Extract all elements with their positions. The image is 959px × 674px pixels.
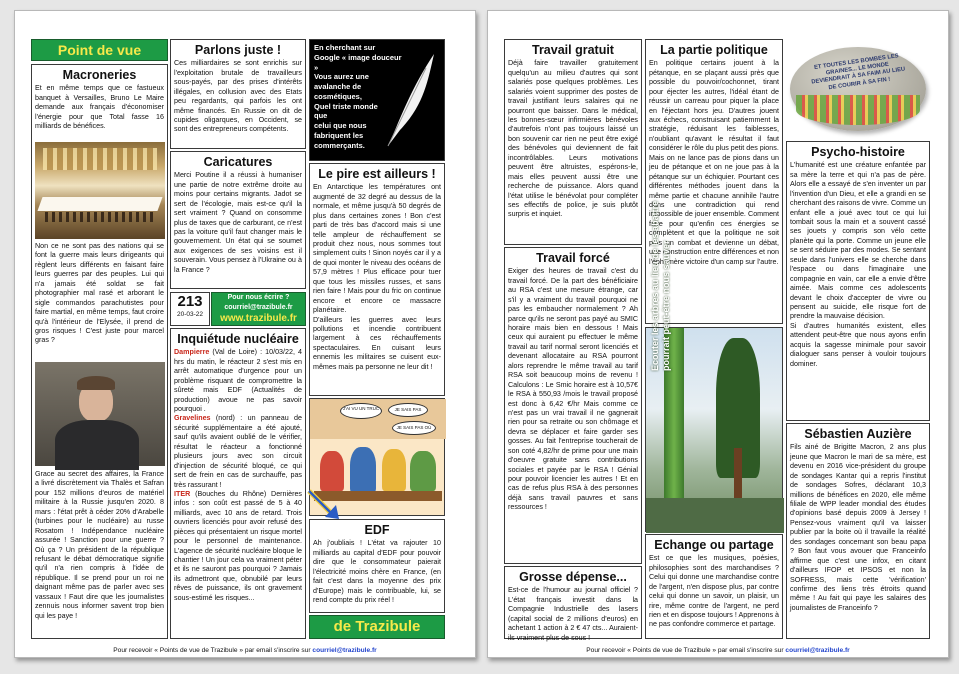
sebastien-auziere-title: Sébastien Auzière bbox=[804, 427, 912, 441]
travail-force-text: Exiger des heures de travail c'est du travail forcé. De la part des bénéficiaire au RSA c'est une mesure étrange, car s'il y a vraiment du travail pourquoi ne pas les embaucher normalement ? Ah parce qu'ils ne seront pas payé au SMIC horaire mais bien en dessous ! Mais ceux qui auraient pu effectuer le même travail au tarif normal seront licenciés et devenant allocataire au RSA pourront alors reprendre le même travail au tarif RSA soit beaucoup moins de revenu ! Calculons : Le Smic horaire est à 10,57€ le RSA à 550,93 /mois le travail proposé est donc à 6,42 €/hr Mais comme ce n'est pas un vrai travail il ne gagnerait rien pour sa retraite ou son chômage et devra se déplacer et faire garder ses gosses. Au fait l'entreprise toucherait de son coté 4,82/hr de prime pour une main d'oeuvre gratuite sans contributions sociales et payée par le RSA ! Génial pour pouvoir licencier les autres ! Et en cas de refus plus RSA à des personnes déjà sans travail pauvres et sans ressources ! bbox=[508, 267, 638, 512]
travail-gratuit-text: Déjà faire travailler gratuitement quelqu'un au milieu d'autres qui sont salariés pose quelques problèmes. Les salariés voient supprimer des postes de travail justifiant leurs salaires qui ne pourront que baisser. Dans le médical, les bonnes-sœur infirmières bénévoles d'autrefois n'ont pas toujours laissé un bon souvenir car rien ne peut être exigé des bénévoles qui deviennent de fait incontrôlables. Leurs motivations peuvent être altruistes, espérons-le, mais elles peuvent aussi être une recherche de puissance. Alors quand l'état utilise le bénévolat pour compléter ses effectifs de police, je suis plutôt surpris et inquiet. bbox=[508, 59, 638, 219]
nucleaire-title: Inquiétude nucléaire bbox=[177, 332, 299, 346]
psycho-histoire-box bbox=[786, 141, 930, 421]
macroneries-title: Macroneries bbox=[62, 68, 137, 82]
grosse-depense-box bbox=[504, 566, 642, 642]
right-footer: Pour recevoir « Points de vue de Trazibule » par email s'inscrire sur courriel@trazibule.fr bbox=[586, 647, 850, 654]
versailles-banquet-photo bbox=[35, 142, 165, 239]
psycho-histoire-title: Psycho-histoire bbox=[811, 145, 905, 159]
parlons-juste-title: Parlons juste ! bbox=[194, 43, 282, 57]
contact-question: Pour nous écrire ? bbox=[227, 294, 290, 301]
edf-title: EDF bbox=[364, 523, 390, 537]
pire-ailleurs-title: Le pire est ailleurs ! bbox=[318, 167, 436, 181]
website-link[interactable]: www.trazibule.fr bbox=[220, 313, 297, 324]
parlons-juste-text: Ces milliardaires se sont enrichis sur l'exploitation brutale de travailleurs sous-payés, par des prises d'intérêts illégales, en collusion avec des Etats peu regardants, qui parfois les ont même financés. En Russie on dit de cupides oligarques, en Occident, se sont des entrepreneurs compétents. bbox=[174, 59, 302, 134]
pire-ailleurs-text-1: En Antarctique les températures ont augmenté de 32 degré au dessus de la normale, et même jusqu'à 50 degrés de plus dans certaines zones ! Bon c'est parti de très bas d'accord mais si une telle ampleur de réchauffement se produit chez nous, nous sommes tout simplement cuits ! Sinon noyés car il y a de quoi monter le niveau des océans de 57,9 mètres ! Plus efficace pour tuer que tous les missiles russes, et sans rien faire ! Mais pour du fric on continue encore et encore ce massacre planétaire. bbox=[313, 183, 441, 315]
travail-gratuit-title: Travail gratuit bbox=[532, 43, 614, 57]
travail-force-title: Travail forcé bbox=[536, 251, 610, 265]
painted-stone-photo bbox=[786, 39, 930, 139]
macroneries-text-3: Grace au secret des affaires, la France a livré discrètement via Thalès et Safran pour 152 millions d'euros de matériel militaire à la Russie jusqu'en 2020. 8 mars : l'état prêt à céder 20% d'Arabelle (turbines pour le nucléaire) au russe Rosatom ! Indépendance nucléaire assurée ! Sanction pour une guerre ? Où ça ? Un président de la république refusant le débat démocratique signifie qu'il n'a rien compris à l'idée de république. Il se prend pour un roi ne daignant même pas de parler avec ses vassaux ! Faut dire que les journalistes zennuis nous informer savent trop bien qui les paye ! bbox=[35, 470, 164, 620]
partie-politique-text-1: En politique certains jouent à la pétanque, en se plaçant aussi près que possible du pouvoir/cochonnet, tirant pour éjecter les autres, l'idéal étant de réussir un carreau pour piquer la place en l'éjectant hors jeu. D'autres jouent aux échecs, construisant patiemment la stratégie, réduisant les faiblesses, n'oubliant qu'avant le résultat il faut considérer le rôle du plus petit des pions. bbox=[649, 59, 779, 153]
caricatures-box bbox=[170, 151, 306, 289]
caricatures-text: Merci Poutine il a réussi à humaniser une partie de notre extrême droite au moins pour certains migrants. Jadot se sert de l'écologie, mais est-ce qu'il la sert vraiment ? Quand on consomme plus de taxes que de carburant, ce n'est pas la voiture qu'il faut changer mais le gouvernement. Un état qui se soumet aux exigences de ses voisins est il souverain. Vous pensez à l'Ukraine ou à la France ? bbox=[174, 171, 302, 274]
grosse-depense-title: Grosse dépense... bbox=[519, 570, 627, 584]
google-line-2: Vous aurez une avalanche de cosmétiques, bbox=[314, 72, 369, 101]
tree-caption: Ecouter les arbres au lieu de les abattre pourrait peut-être nous sauver bbox=[650, 200, 671, 371]
grosse-depense-text: Est-ce de l'humour au journal officiel ? L'état français investit dans la Compagnie Industrielle des lasers (capital social de 2 millions d'euros) en achetant 1 action à 2 € 47 cts... Auraient-ils vraiment plus de sous ! bbox=[508, 586, 638, 642]
speech-bubble-3: JE SAIS PAS OÙ bbox=[392, 421, 436, 435]
google-line-1: En cherchant sur Google « image douceur » bbox=[314, 43, 402, 72]
speech-bubble-1: J'AI VU UN TRUC bbox=[340, 403, 382, 419]
pire-ailleurs-text-2: D'ailleurs les guerres avec leurs pollutions et incendie contribuent largement à ces réchauffements spectaculaires. En cuisant leurs ennemis les militaires se cuisent eux-mêmes mais pa personne ne leur dit ! bbox=[313, 315, 441, 371]
partie-politique-text-2: Mais on ne lance pas de pions dans un jeu de pétanque et on ne joue pas à la pétanque sur un échiquier. Pourtant ces différentes méthodes jouent dans la même partie et chacune annihile l'autre dans une contradiction qui rend impossible de jouer ensemble. Comment faire pour qu'enfin ces énergies se complètent et que la politique ne soit plus un combat et devienne un débat, une construction entre différences et non l'éphémère victoire d'un camp sur l'autre. bbox=[649, 153, 779, 266]
echange-partage-title: Echange ou partage bbox=[654, 538, 774, 552]
iter-label: ITER bbox=[174, 489, 191, 498]
left-footer: Pour recevoir « Points de vue de Trazibule » par email s'inscrire sur courriel@trazibule.fr bbox=[113, 647, 377, 654]
nucleaire-dampierre: Dampierre (Val de Loire) : 10/03/22, 4 hrs du matin, le réacteur 2 s'est mis en arrêt automatique d'urgence pour un problème risquant de compromettre la sûreté mais EDF (Actualités de production) avoue ne pas savoir pourquoi . bbox=[174, 348, 302, 413]
macron-hoodie-photo bbox=[35, 362, 165, 466]
google-douceur-box bbox=[309, 39, 445, 161]
echange-partage-text: Est ce que les musiques, poésies, philosophies sont des marchandises ? Celui qui donne une marchandise contre de l'argent, n'en dispose plus, par contre celui qui donne un savoir, un plaisir, un rire, même contre de l'argent, ne perd rien et en dispose toujours ! Apprenons à ne pas confondre commerce et partage. bbox=[649, 554, 779, 629]
pire-ailleurs-box bbox=[309, 163, 445, 396]
echange-partage-box bbox=[645, 534, 783, 639]
issue-date: 20-03-22 bbox=[176, 311, 204, 318]
parlons-juste-box bbox=[170, 39, 306, 149]
sebastien-auziere-text: Fils ainé de Brigitte Macron, 2 ans plus jeune que Macron le mari de sa mère, est devenu en 2016 vice-président du groupe de sondages Kantar qui a repris l'institut de sondages Sofres, déclarant 10,3 millions de bénéfices en 2020, elle même filiale de WPP leader mondial des études d'opinions basé depuis 2009 à Jersey ! Pensez-vous vraiment qu'il va laisser publier par la boite où il travaille la réalité des sondages concernant son beau papa ? Bon faut vous avouer que Franceinfo affirme que c'est une infox, en citant d'ailleurs IFOP et IPSOS et non la SOFRESS, mais cette 'vérification' confirme des liens très étroits quand même ! Au fait qui paye les salaires des journalistes de Franceinfo ? bbox=[790, 443, 926, 612]
psycho-histoire-text-1: L'humanité est une créature enfantée par sa mère la terre et qui n'a pas de père. Alors elle a essayé de s'en inventer un par l'invention d'un Dieu, et elle a grandi en se cherchant des raisons de vivre. Comme un enfant elle a joué avec tout ce qui lui tombait sous la main et a souvent cassé ses jouets y compris son vélo cette planète qui la porte. Comme un jeune elle se sent séduire par des modes. Se sentant seule dans l'univers elle se cherche dans l'espace ou dans l'imaginaire une compagnie en vain, car elle a envie d'être aimée. Mais comme ces adolescents devant le choix d'accepter de vivre ou pensent au suicide, elle risque fort de prendre la mauvaise décision. bbox=[790, 161, 926, 321]
psycho-histoire-text-2: Si d'autres humanités existent, elles attendent peut-être que nous ayons enfin acquis la sagesse minimale pour savoir dialoguer sans penser à vouloir toujours dominer. bbox=[790, 321, 926, 368]
right-footer-email[interactable]: courriel@trazibule.fr bbox=[785, 647, 850, 654]
trazibule-banner: de Trazibule bbox=[309, 615, 445, 639]
gravelines-label: Gravelines bbox=[174, 414, 211, 423]
issue-number-box bbox=[170, 292, 210, 326]
google-line-3: Quel triste monde bbox=[314, 101, 378, 111]
stone-text: ET TOUTES LES BOMBES LES GRAINES... LE MONDE DEVIENDRAIT À SA FAIM AU LIEU DE COURIR À SA FIN ! bbox=[811, 53, 906, 91]
nucleaire-box bbox=[170, 328, 306, 639]
edf-text: Ah j'oubliais ! L'état va rajouter 10 milliards au capital d'EDF pour pouvoir dire que le consommateur paierait l'électricité moins chère en France, (en fait c'est dans la moyenne des prix d'Europe) mais le contribuable, lui, se rend compte du prix réel ! bbox=[313, 539, 441, 604]
google-line-5: celui que nous fabriquent les commerçants. bbox=[314, 121, 367, 150]
nucleaire-iter: ITER (Bouches du Rhône) Dernières infos : son coût est passé de 5 à 40 milliards, avec 10 ans de retard. Trois ouvriers licenciés pour avoir refusé des pièces qui présentaient un risque mortel pour le personnel de maintenance. L'agence de sécurité nucléaire bloque le chantier ! Un jour cela va vraiment péter et ils ne sauront pas pourquoi ? Jamais ils admettront que, obnubilé par leurs rêves de puissance, ils ont gravement sous-estimé les risques... bbox=[174, 489, 302, 602]
right-page bbox=[487, 10, 949, 658]
speech-bubble-2: JE SAIS PAS bbox=[388, 403, 428, 417]
edf-box bbox=[309, 519, 445, 613]
caricatures-title: Caricatures bbox=[203, 155, 273, 169]
sebastien-auziere-box bbox=[786, 423, 930, 639]
macroneries-text-1: Et en même temps que ce fastueux banquet à Versailles, Bruno Le Maire demande aux français d'économiser l'énergie pour que Total fasse 16 milliards de bénéfices. bbox=[35, 84, 164, 131]
partie-politique-title: La partie politique bbox=[660, 43, 768, 57]
macroneries-text-2: Non ce ne sont pas des nations qui se font la guerre mais leurs dirigeants qui règlent leurs différents en faisant faire leurs guerres par des peuples. Lui qui n'a jamais été soldat se fait photographier mal rasé et arborant le sigle commandos parachutistes pour faire martial, en même temps, faut croire qu'à l'intérieur de l'Elysée, il prend de gros risques ! C'est juste pour marcel gras ? bbox=[35, 242, 164, 345]
dampierre-label: Dampierre bbox=[174, 348, 210, 357]
travail-gratuit-box bbox=[504, 39, 642, 245]
google-line-4: que bbox=[314, 111, 328, 121]
issue-number: 213 bbox=[177, 293, 203, 310]
macroneries-box bbox=[31, 64, 168, 639]
point-de-vue-banner: Point de vue bbox=[31, 39, 168, 61]
travail-force-box bbox=[504, 247, 642, 564]
nucleaire-gravelines: Gravelines (nord) : un panneau de sécurité supplémentaire a été ajouté, sauf qu'ils avaient oublié de le vérifier, résultat le réacteur a fonctionné plusieurs jours avec son circuit d'injection de sécurité bloqué, ce qui sert de frein en cas de surchauffe, pas très rassurant ! bbox=[174, 414, 302, 489]
left-footer-email[interactable]: courriel@trazibule.fr bbox=[312, 647, 377, 654]
contact-box bbox=[211, 292, 306, 326]
contact-email[interactable]: courriel@trazibule.fr bbox=[224, 304, 293, 311]
left-page bbox=[14, 10, 476, 658]
